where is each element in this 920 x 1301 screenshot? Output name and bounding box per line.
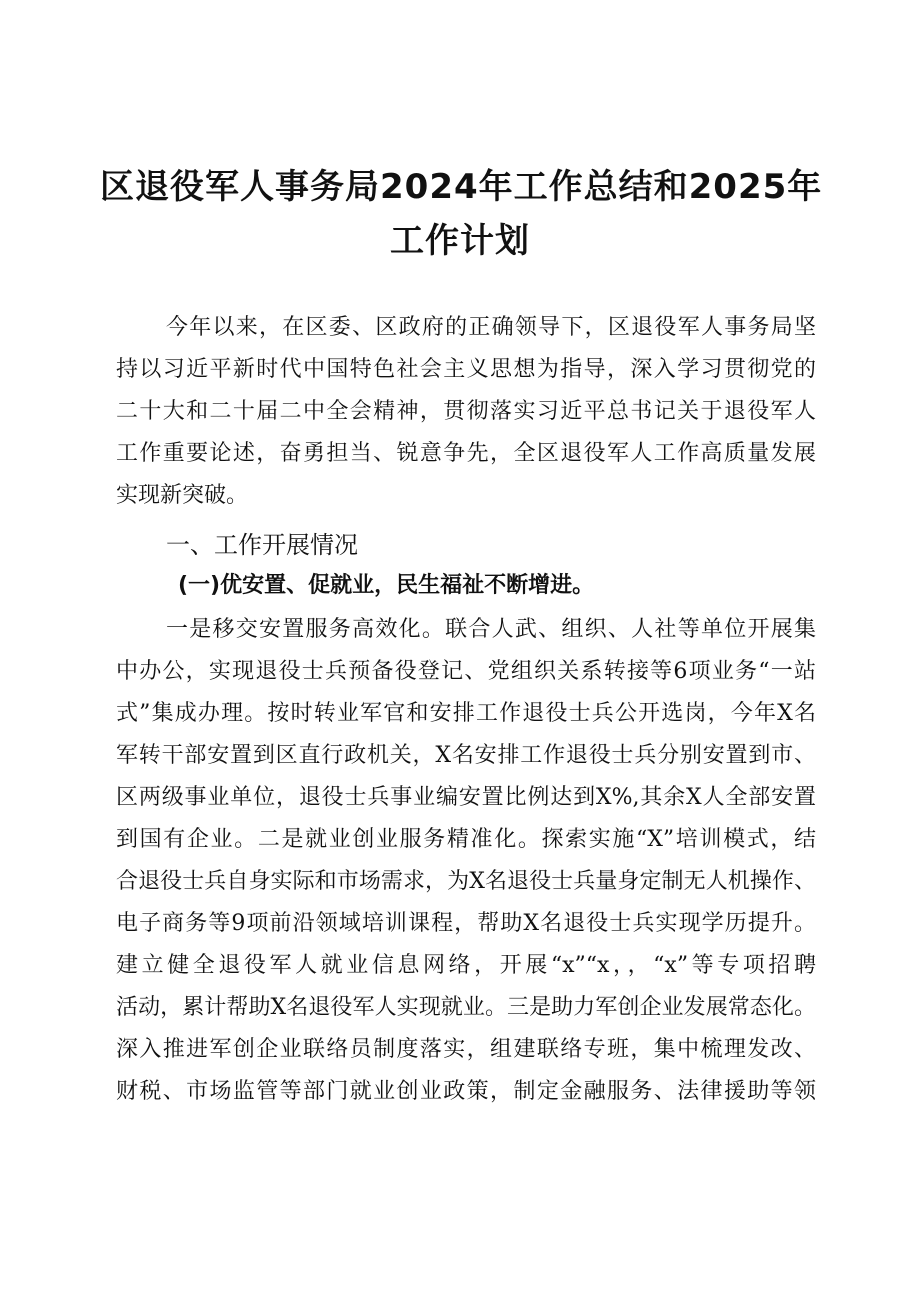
paragraph-line: 电子商务等9项前沿领域培训课程，帮助X名退役士兵实现学历提升。 <box>116 911 816 936</box>
intro-line: 持以习近平新时代中国特色社会主义思想为指导，深入学习贯彻党的 <box>116 357 816 382</box>
paragraph-line: 建立健全退役军人就业信息网络，开展“x”“x，，“x”等专项招聘 <box>116 953 816 978</box>
intro-line: 实现新突破。 <box>116 483 249 508</box>
paragraph-line: 一是移交安置服务高效化。联合人武、组织、人社等单位开展集 <box>166 617 816 642</box>
intro-line: 今年以来，在区委、区政府的正确领导下，区退役军人事务局坚 <box>166 315 816 340</box>
paragraph-line: 区两级事业单位，退役士兵事业编安置比例达到X%,其余X人全部安置 <box>116 785 816 810</box>
intro-line: 工作重要论述，奋勇担当、锐意争先，全区退役军人工作高质量发展 <box>116 441 816 466</box>
paragraph-line: 合退役士兵自身实际和市场需求，为X名退役士兵量身定制无人机操作、 <box>116 869 816 894</box>
paragraph-line: 中办公，实现退役士兵预备役登记、党组织关系转接等6项业务“一站 <box>116 659 816 684</box>
document-title-line-1: 区退役军人事务局2024年工作总结和2025年 <box>100 167 823 207</box>
paragraph-line: 财税、市场监管等部门就业创业政策，制定金融服务、法律援助等领 <box>116 1079 816 1104</box>
intro-line: 二十大和二十届二中全会精神，贯彻落实习近平总书记关于退役军人 <box>116 399 816 424</box>
paragraph-line: 活动，累计帮助X名退役军人实现就业。三是助力军创企业发展常态化。 <box>116 995 816 1020</box>
paragraph-line: 深入推进军创企业联络员制度落实，组建联络专班，集中梳理发改、 <box>116 1037 816 1062</box>
paragraph-line: 军转干部安置到区直行政机关，X名安排工作退役士兵分别安置到市、 <box>116 743 816 768</box>
document-title-line-2: 工作计划 <box>390 221 530 261</box>
paragraph-line: 到国有企业。二是就业创业服务精准化。探索实施“X”培训模式，结 <box>116 827 816 852</box>
subsection-heading: (一)优安置、促就业，民生福祉不断增进。 <box>178 573 595 598</box>
paragraph-line: 式”集成办理。按时转业军官和安排工作退役士兵公开选岗，今年X名 <box>116 701 816 726</box>
section-heading: 一、工作开展情况 <box>166 531 358 559</box>
